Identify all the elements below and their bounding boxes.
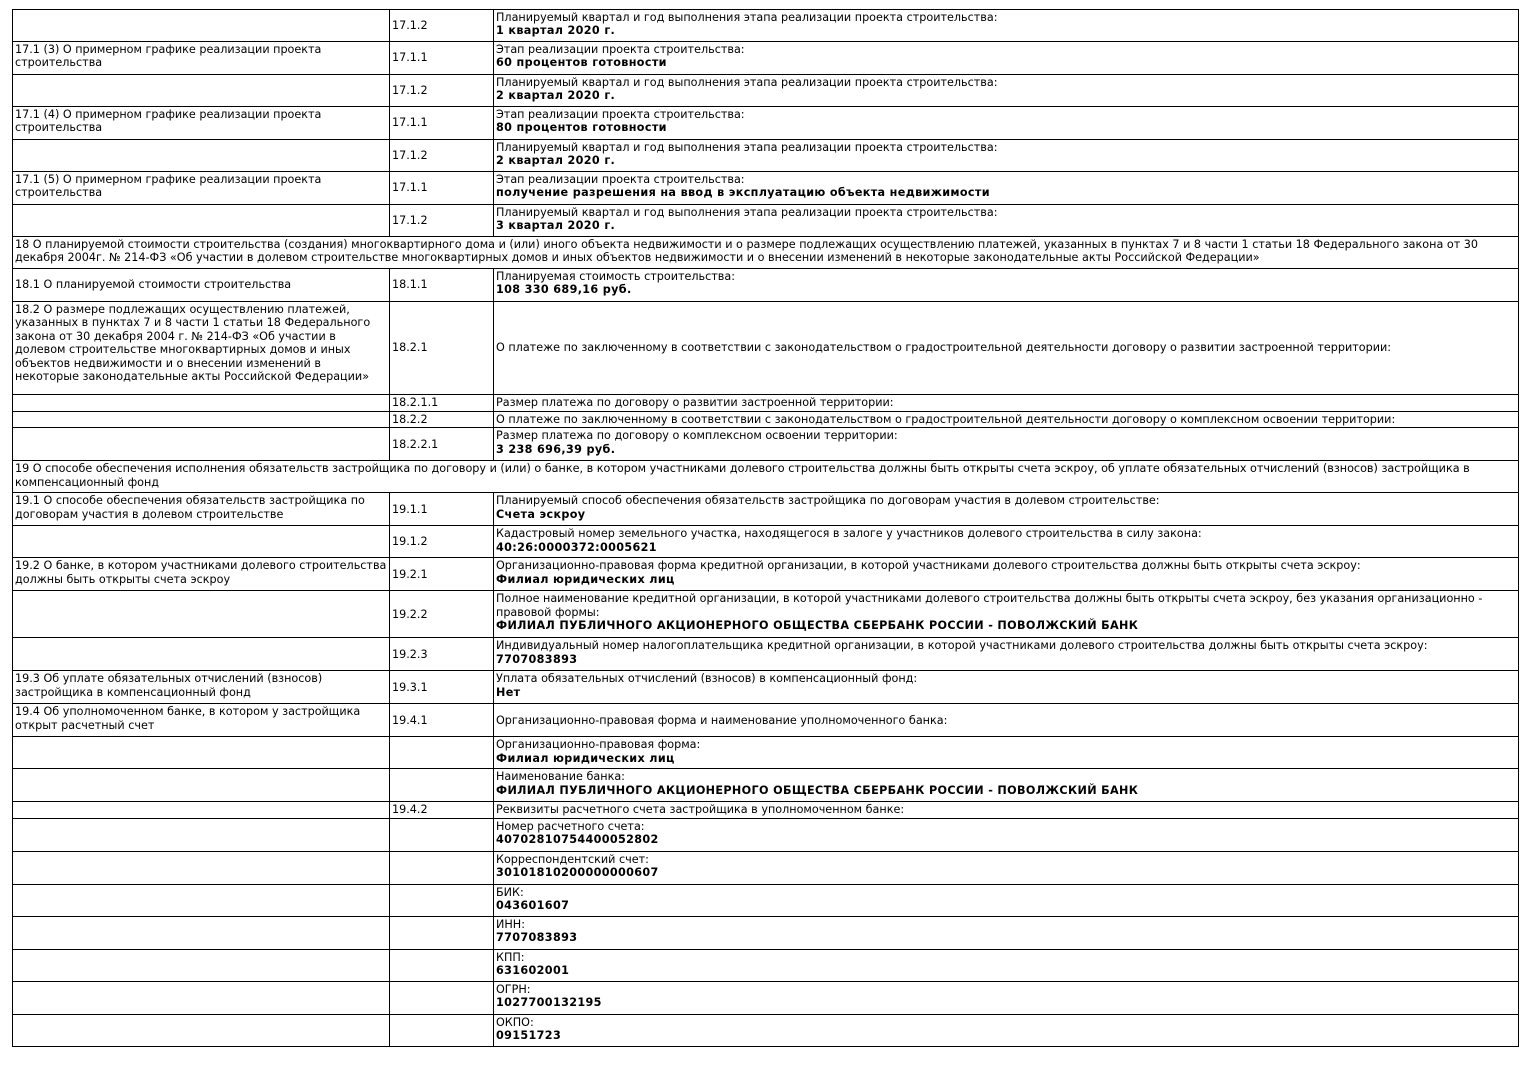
item-cell [494, 107, 1519, 140]
section-cell: 17.1 (4) О примерном графике реализации проекта строительства [13, 107, 390, 140]
item-value: 40:26:0000372:0005621 [496, 540, 657, 554]
item-cell [494, 851, 1519, 884]
item-value: Филиал юридических лиц [496, 751, 675, 765]
table-row [13, 737, 1519, 769]
item-label: Этап реализации проекта строительства: [496, 43, 745, 56]
item-cell [494, 671, 1519, 704]
item-cell [494, 949, 1519, 981]
item-label: О платеже по заключенному в соответствии с законодательством о градостроительной деятельности договору о развитии застроенной территории: [494, 302, 1519, 395]
item-cell [494, 818, 1519, 851]
item-label: Планируемая стоимость строительства: [496, 270, 735, 283]
item-code: 18.2.1.1 [390, 395, 494, 412]
table-row [13, 205, 1519, 237]
item-cell [494, 205, 1519, 237]
disclosure-table [12, 9, 1519, 1047]
section-cell: 18.2 О размере подлежащих осуществлению платежей, указанных в пунктах 7 и 8 части 1 статьи 18 Федерального закона от 30 декабря 2004 г. № 214-ФЗ «Об участии в долевом строительстве многоквартирных домов и иных объектов недвижимости и о внесении изменений в некоторые законодательные акты Российской Федерации» [13, 302, 390, 395]
item-code [390, 981, 494, 1014]
table-row [13, 107, 1519, 140]
item-value: 3 238 696,39 руб. [496, 442, 616, 456]
detail-row [13, 1014, 1519, 1046]
item-value: 80 процентов готовности [496, 121, 667, 135]
item-code [390, 949, 494, 981]
table-row [13, 493, 1519, 526]
item-code: 17.1.2 [390, 140, 494, 172]
section-cell: 19.3 Об уплате обязательных отчислений (взносов) застройщика в компенсационный фонд [13, 671, 390, 704]
item-cell [494, 558, 1519, 591]
section-cell: 17.1 (3) О примерном графике реализации проекта строительства [13, 42, 390, 75]
section-cell: 19.4 Об уполномоченном банке, в котором у застройщика открыт расчетный счет [13, 704, 390, 737]
item-code [390, 737, 494, 769]
table-row [13, 302, 1519, 395]
detail-row [13, 916, 1519, 949]
item-label: Этап реализации проекта строительства: [496, 108, 745, 121]
item-label: КПП: [496, 950, 525, 964]
item-value: 3 квартал 2020 г. [496, 219, 616, 233]
item-label: Наименование банка: [496, 770, 625, 784]
item-cell [494, 638, 1519, 671]
section-cell [13, 1014, 390, 1046]
item-cell [494, 10, 1519, 42]
table-row [13, 671, 1519, 704]
table-row [13, 42, 1519, 75]
item-cell [494, 140, 1519, 172]
item-value: 631602001 [496, 964, 570, 978]
section-cell [13, 140, 390, 172]
item-code [390, 769, 494, 802]
item-code: 19.2.3 [390, 638, 494, 671]
section-18-header: 18 О планируемой стоимости строительства (создания) многоквартирного дома и (или) иного объекта недвижимости и о размере подлежащих осуществлению платежей, указанных в пунктах 7 и 8 части 1 статьи 18 Федерального закона от 30 декабря 2004г. № 214-ФЗ «Об участии в долевом строительстве многоквартирных домов и иных объектов недвижимости и о внесении изменений в некоторые законодательные акты Российской Федерации» [13, 237, 1519, 269]
item-cell [494, 269, 1519, 302]
section-cell [13, 737, 390, 769]
item-value: 7707083893 [496, 652, 578, 666]
section-cell [13, 395, 390, 412]
detail-row [13, 981, 1519, 1014]
item-code: 17.1.1 [390, 42, 494, 75]
table-row [13, 10, 1519, 42]
item-value: 09151723 [496, 1029, 562, 1043]
item-code: 18.1.1 [390, 269, 494, 302]
item-code: 17.1.1 [390, 107, 494, 140]
table-row [13, 140, 1519, 172]
detail-row [13, 851, 1519, 884]
item-code: 19.2.2 [390, 591, 494, 638]
section-cell [13, 75, 390, 107]
section-cell [13, 412, 390, 428]
item-cell [494, 526, 1519, 558]
table-row [13, 591, 1519, 638]
item-code: 19.4.2 [390, 802, 494, 818]
table-row [13, 802, 1519, 818]
section-19-header: 19 О способе обеспечения исполнения обязательств застройщика по договору и (или) о банке, в котором участниками долевого строительства должны быть открыты счета эскроу, об уплате обязательных отчислений (взносов) застройщика в компенсационный фонд [13, 461, 1519, 493]
item-code: 18.2.1 [390, 302, 494, 395]
item-label: ИНН: [496, 917, 525, 931]
table-row [13, 428, 1519, 461]
section-cell: 19.2 О банке, в котором участниками долевого строительства должны быть открыты счета эскроу [13, 558, 390, 591]
item-label: Кадастровый номер земельного участка, находящегося в залоге у участников долевого строительства в силу закона: [496, 527, 1202, 541]
item-cell [494, 981, 1519, 1014]
item-cell [494, 737, 1519, 769]
item-value: 2 квартал 2020 г. [496, 154, 616, 168]
item-cell [494, 428, 1519, 461]
item-label: Корреспондентский счет: [496, 852, 649, 866]
item-code: 19.1.2 [390, 526, 494, 558]
item-label: Организационно-правовая форма: [496, 738, 701, 752]
item-label: Размер платежа по договору о комплексном освоении территории: [496, 429, 898, 443]
item-code [390, 1014, 494, 1046]
item-label: О платеже по заключенному в соответствии с законодательством о градостроительной деятельности договору о комплексном освоении территории: [494, 412, 1519, 428]
section-cell [13, 591, 390, 638]
section-cell [13, 916, 390, 949]
item-value: 1 квартал 2020 г. [496, 24, 616, 38]
item-label: Планируемый квартал и год выполнения этапа реализации проекта строительства: [496, 206, 998, 219]
item-cell [494, 916, 1519, 949]
item-value: 40702810754400052802 [496, 833, 659, 847]
item-value: ФИЛИАЛ ПУБЛИЧНОГО АКЦИОНЕРНОГО ОБЩЕСТВА СБЕРБАНК РОССИИ - ПОВОЛЖСКИЙ БАНК [496, 619, 1139, 633]
table-row [13, 172, 1519, 205]
item-label: Номер расчетного счета: [496, 819, 645, 833]
detail-row [13, 884, 1519, 916]
item-label: ОКПО: [496, 1015, 534, 1029]
section-cell [13, 428, 390, 461]
section-header-row [13, 237, 1519, 269]
section-cell [13, 769, 390, 802]
item-label: Планируемый способ обеспечения обязательств застройщика по договорам участия в долевом строительстве: [496, 494, 1160, 508]
section-cell: 17.1 (5) О примерном графике реализации проекта строительства [13, 172, 390, 205]
item-code: 19.2.1 [390, 558, 494, 591]
item-label: Индивидуальный номер налогоплательщика кредитной организации, в которой участниками долевого строительства должны быть открыты счета эскроу: [496, 639, 1428, 653]
item-cell [494, 884, 1519, 916]
item-cell [494, 75, 1519, 107]
item-label: БИК: [496, 885, 524, 899]
section-cell [13, 205, 390, 237]
item-label: Размер платежа по договору о развитии застроенной территории: [494, 395, 1519, 412]
item-code: 19.3.1 [390, 671, 494, 704]
item-label: Этап реализации проекта строительства: [496, 173, 745, 186]
table-row [13, 412, 1519, 428]
item-code: 17.1.2 [390, 205, 494, 237]
section-cell [13, 851, 390, 884]
detail-row [13, 818, 1519, 851]
item-code: 17.1.1 [390, 172, 494, 205]
table-row [13, 558, 1519, 591]
section-cell [13, 526, 390, 558]
item-cell [494, 493, 1519, 526]
item-value: получение разрешения на ввод в эксплуатацию объекта недвижимости [496, 186, 990, 200]
item-label: Планируемый квартал и год выполнения этапа реализации проекта строительства: [496, 11, 998, 24]
item-value: 30101810200000000607 [496, 866, 659, 880]
item-value: 2 квартал 2020 г. [496, 89, 616, 103]
item-value: ФИЛИАЛ ПУБЛИЧНОГО АКЦИОНЕРНОГО ОБЩЕСТВА СБЕРБАНК РОССИИ - ПОВОЛЖСКИЙ БАНК [496, 783, 1139, 797]
item-label: Организационно-правовая форма и наименование уполномоченного банка: [494, 704, 1519, 737]
item-code [390, 818, 494, 851]
item-code [390, 851, 494, 884]
section-cell [13, 949, 390, 981]
section-cell [13, 818, 390, 851]
item-label: Планируемый квартал и год выполнения этапа реализации проекта строительства: [496, 76, 998, 89]
section-header-row [13, 461, 1519, 493]
item-cell [494, 769, 1519, 802]
item-label: Реквизиты расчетного счета застройщика в уполномоченном банке: [494, 802, 1519, 818]
item-code [390, 916, 494, 949]
item-code: 18.2.2 [390, 412, 494, 428]
item-label: Полное наименование кредитной организации, в которой участниками долевого строительства должны быть открыты счета эскроу, без указания организационно - правовой формы: [496, 592, 1483, 619]
section-cell: 19.1 О способе обеспечения обязательств застройщика по договорам участия в долевом строительстве [13, 493, 390, 526]
table-row [13, 75, 1519, 107]
item-value: Счета эскроу [496, 507, 586, 521]
item-code [390, 884, 494, 916]
section-cell [13, 10, 390, 42]
table-row [13, 526, 1519, 558]
section-cell [13, 884, 390, 916]
item-code: 17.1.2 [390, 75, 494, 107]
item-code: 18.2.2.1 [390, 428, 494, 461]
item-value: Нет [496, 685, 521, 699]
item-cell [494, 42, 1519, 75]
table-row [13, 704, 1519, 737]
item-label: Планируемый квартал и год выполнения этапа реализации проекта строительства: [496, 141, 998, 154]
section-cell [13, 638, 390, 671]
table-row [13, 269, 1519, 302]
item-code: 19.1.1 [390, 493, 494, 526]
section-cell [13, 802, 390, 818]
item-cell [494, 591, 1519, 638]
item-value: Филиал юридических лиц [496, 572, 675, 586]
section-cell [13, 981, 390, 1014]
detail-row [13, 949, 1519, 981]
item-code: 19.4.1 [390, 704, 494, 737]
item-value: 1027700132195 [496, 996, 602, 1010]
item-cell [494, 172, 1519, 205]
table-row [13, 638, 1519, 671]
table-row [13, 769, 1519, 802]
item-value: 60 процентов готовности [496, 56, 667, 70]
item-value: 7707083893 [496, 931, 578, 945]
item-label: Уплата обязательных отчислений (взносов) в компенсационный фонд: [496, 672, 918, 686]
item-code: 17.1.2 [390, 10, 494, 42]
item-value: 043601607 [496, 899, 570, 913]
item-label: ОГРН: [496, 982, 531, 996]
section-cell: 18.1 О планируемой стоимости строительства [13, 269, 390, 302]
item-value: 108 330 689,16 руб. [496, 283, 632, 297]
item-cell [494, 1014, 1519, 1046]
table-row [13, 395, 1519, 412]
item-label: Организационно-правовая форма кредитной организации, в которой участниками долевого строительства должны быть открыты счета эскроу: [496, 559, 1361, 573]
